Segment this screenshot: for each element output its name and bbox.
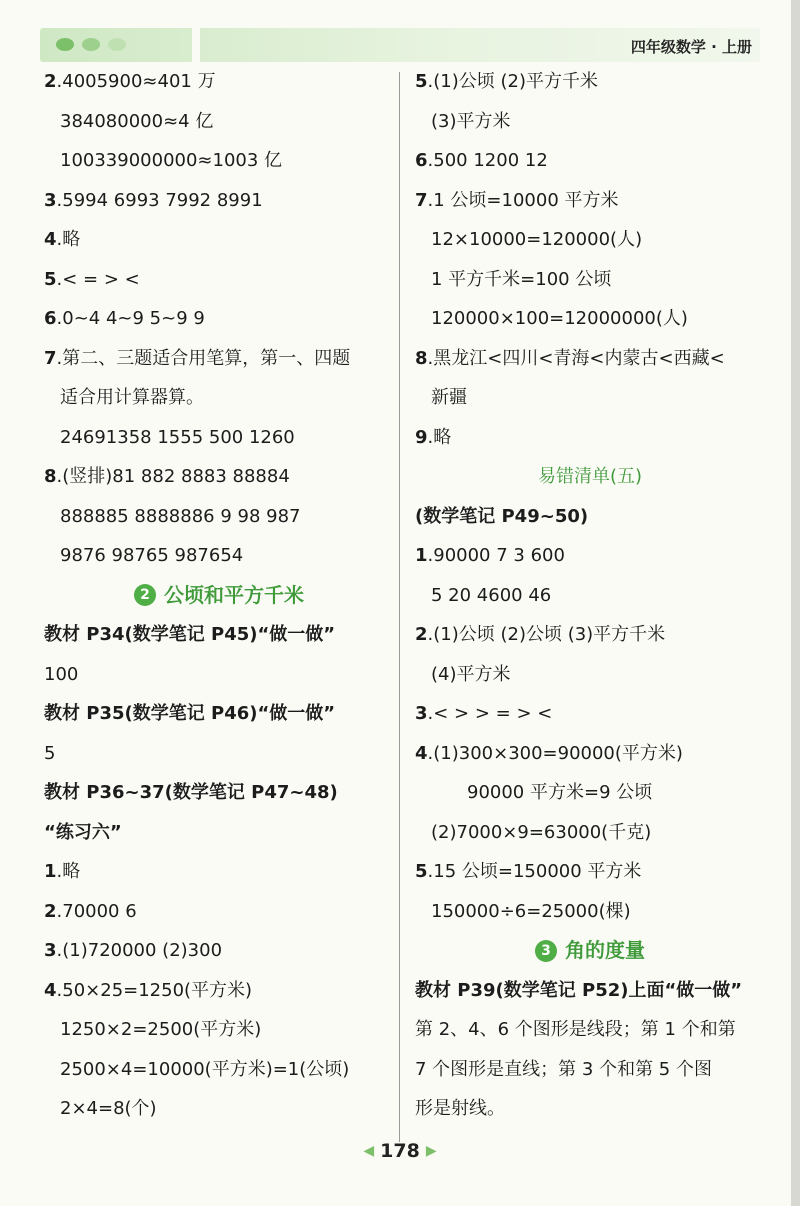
answer-text: .90000 7 3 600: [427, 545, 565, 566]
page-number: 178: [380, 1140, 420, 1162]
answer-line: [415, 576, 765, 616]
dot-icon: [56, 38, 74, 51]
answer-text: .(竖排)81 882 8883 88884: [56, 466, 290, 487]
answer-text: .(1)720000 (2)300: [56, 940, 223, 961]
answer-line: [44, 1050, 394, 1090]
question-number: 5: [415, 71, 428, 92]
answer-line: [44, 655, 394, 695]
dot-icon: [108, 38, 126, 51]
left-arrow-icon: ◀: [363, 1143, 375, 1159]
right-arrow-icon: ▶: [425, 1143, 437, 1159]
question-number: 1: [415, 545, 428, 566]
section-number-badge: 3: [535, 940, 557, 962]
answer-line: [415, 339, 765, 379]
question-number: 4: [44, 229, 57, 250]
answer-text: 7 个图形是直线；第 3 个和第 5 个图: [415, 1058, 712, 1080]
answer-text: 5 20 4600 46: [431, 584, 552, 606]
answer-text: (2)7000×9=63000(千克): [431, 821, 652, 843]
answer-text: .4005900≈401 万: [56, 71, 216, 92]
question-number: 6: [415, 150, 428, 171]
answer-text: .1 公顷=10000 平方米: [427, 189, 619, 211]
section-number-badge: 2: [134, 584, 156, 606]
answer-text: .黑龙江<四川<青海<内蒙古<西藏<: [427, 347, 725, 369]
answer-line: [44, 734, 394, 774]
page-footer: [0, 1140, 800, 1170]
answer-text: (数学笔记 P49~50): [415, 505, 589, 527]
answer-text: 12×10000=120000(人): [431, 229, 643, 250]
question-number: 7: [44, 347, 57, 369]
answer-line: [44, 220, 394, 260]
answer-text: 100339000000≈1003 亿: [60, 150, 283, 171]
answer-line: [415, 1089, 765, 1129]
answer-line: [44, 141, 394, 181]
answer-line: [44, 418, 394, 458]
answer-line: [415, 813, 765, 853]
answer-text: 100: [44, 663, 79, 685]
column-divider: [399, 72, 400, 1142]
question-number: 4: [44, 979, 57, 1001]
answer-text: 1250×2=2500(平方米): [60, 1019, 262, 1040]
answer-line: [415, 62, 765, 102]
question-number: 1: [44, 861, 57, 882]
answer-text: 9876 98765 987654: [60, 545, 244, 566]
answer-line: [415, 615, 765, 655]
answer-text: .略: [427, 426, 452, 448]
answer-text: .5994 6993 7992 8991: [56, 189, 263, 211]
question-number: 3: [415, 703, 428, 724]
answer-text: 适合用计算器算。: [60, 387, 204, 408]
answer-line: [44, 615, 394, 655]
answer-line: [44, 971, 394, 1011]
answer-text: .第二、三题适合用笔算，第一、四题: [56, 347, 351, 369]
question-number: 2: [44, 71, 57, 92]
answer-text: .略: [56, 861, 81, 882]
answer-text: .略: [56, 229, 81, 250]
answer-line: [415, 971, 765, 1011]
answer-text: .(1)公顷 (2)公顷 (3)平方千米: [427, 624, 666, 645]
answer-line: [44, 339, 394, 379]
answer-line: [44, 931, 394, 971]
question-number: 2: [44, 900, 57, 922]
question-number: 9: [415, 426, 428, 448]
answer-line: [44, 181, 394, 221]
answer-text: 384080000≈4 亿: [60, 110, 214, 132]
answer-text: 教材 P36~37(数学笔记 P47~48): [44, 782, 338, 803]
answer-line: [415, 497, 765, 537]
question-number: 8: [44, 466, 57, 487]
answer-text: .70000 6: [56, 900, 137, 922]
book-title: 四年级数学 · 上册: [630, 38, 752, 56]
answer-text: 150000÷6=25000(棵): [431, 900, 631, 922]
answer-line: [415, 260, 765, 300]
answer-line: [44, 1089, 394, 1129]
question-number: 5: [415, 861, 428, 882]
answer-text: “练习六”: [44, 821, 122, 843]
answer-text: 2×4=8(个): [60, 1098, 157, 1119]
answer-line: [44, 852, 394, 892]
answer-text: 教材 P34(数学笔记 P45)“做一做”: [44, 624, 336, 645]
answer-line: [44, 299, 394, 339]
answer-line: [415, 299, 765, 339]
question-number: 4: [415, 742, 428, 764]
section-heading-text: 角的度量: [565, 938, 645, 962]
answer-text: 1 平方千米=100 公顷: [431, 268, 612, 290]
answer-line: [415, 1010, 765, 1050]
answer-text: 90000 平方米=9 公顷: [467, 782, 653, 803]
dot-icon: [82, 38, 100, 51]
question-number: 8: [415, 347, 428, 369]
answer-text: .< = > <: [56, 268, 140, 290]
answer-text: .(1)300×300=90000(平方米): [427, 742, 683, 764]
answer-line: [44, 892, 394, 932]
answer-text: 教材 P35(数学笔记 P46)“做一做”: [44, 703, 336, 724]
question-number: 3: [44, 189, 57, 211]
right-column: [415, 62, 765, 1129]
answer-line: [44, 694, 394, 734]
section-heading: [415, 931, 765, 971]
answer-line: [415, 181, 765, 221]
question-number: 3: [44, 940, 57, 961]
answer-text: (3)平方米: [431, 110, 511, 132]
answer-text: (4)平方米: [431, 663, 511, 685]
answer-line: [44, 497, 394, 537]
answer-line: [415, 734, 765, 774]
answer-line: [415, 655, 765, 695]
page-edge: [791, 0, 800, 1206]
section-heading: [44, 576, 394, 616]
answer-text: .50×25=1250(平方米): [56, 979, 253, 1001]
answer-line: [415, 102, 765, 142]
answer-text: 2500×4=10000(平方米)=1(公顷): [60, 1058, 350, 1080]
answer-text: 5: [44, 742, 56, 764]
answer-line: [44, 378, 394, 418]
answer-line: [44, 773, 394, 813]
subsection-heading: 易错清单(五): [537, 466, 643, 487]
answer-line: [415, 1050, 765, 1090]
answer-line: [44, 260, 394, 300]
answer-line: [415, 378, 765, 418]
question-number: 5: [44, 268, 57, 290]
answer-line: [44, 1010, 394, 1050]
answer-line: [44, 457, 394, 497]
page-header: [0, 0, 800, 70]
answer-text: 形是射线。: [415, 1098, 505, 1119]
answer-line: [44, 102, 394, 142]
answer-line: [415, 536, 765, 576]
answer-text: 120000×100=12000000(人): [431, 308, 688, 329]
answer-text: 24691358 1555 500 1260: [60, 426, 295, 448]
question-number: 2: [415, 624, 428, 645]
left-column: [44, 62, 394, 1129]
answer-text: .15 公顷=150000 平方米: [427, 861, 642, 882]
answer-line: [415, 694, 765, 734]
answer-text: .0~4 4~9 5~9 9: [56, 308, 205, 329]
answer-text: 教材 P39(数学笔记 P52)上面“做一做”: [415, 979, 743, 1001]
header-separator: [192, 28, 200, 62]
answer-line: [415, 852, 765, 892]
answer-line: [415, 418, 765, 458]
answer-line: [44, 536, 394, 576]
question-number: 7: [415, 189, 428, 211]
answer-text: .< > > = > <: [427, 703, 553, 724]
answer-text: 新疆: [431, 387, 467, 408]
answer-line: [415, 892, 765, 932]
answer-text: 第 2、4、6 个图形是线段；第 1 个和第: [415, 1019, 736, 1040]
answer-line: [415, 141, 765, 181]
page-number-wrap: [357, 1140, 442, 1162]
answer-line: [415, 220, 765, 260]
answer-text: 888885 8888886 9 98 987: [60, 505, 301, 527]
answer-line: [44, 62, 394, 102]
question-number: 6: [44, 308, 57, 329]
answer-line: [44, 813, 394, 853]
answer-line: [415, 773, 765, 813]
answer-text: .500 1200 12: [427, 150, 548, 171]
section-heading-text: 公顷和平方千米: [164, 582, 304, 607]
answer-text: .(1)公顷 (2)平方千米: [427, 71, 598, 92]
